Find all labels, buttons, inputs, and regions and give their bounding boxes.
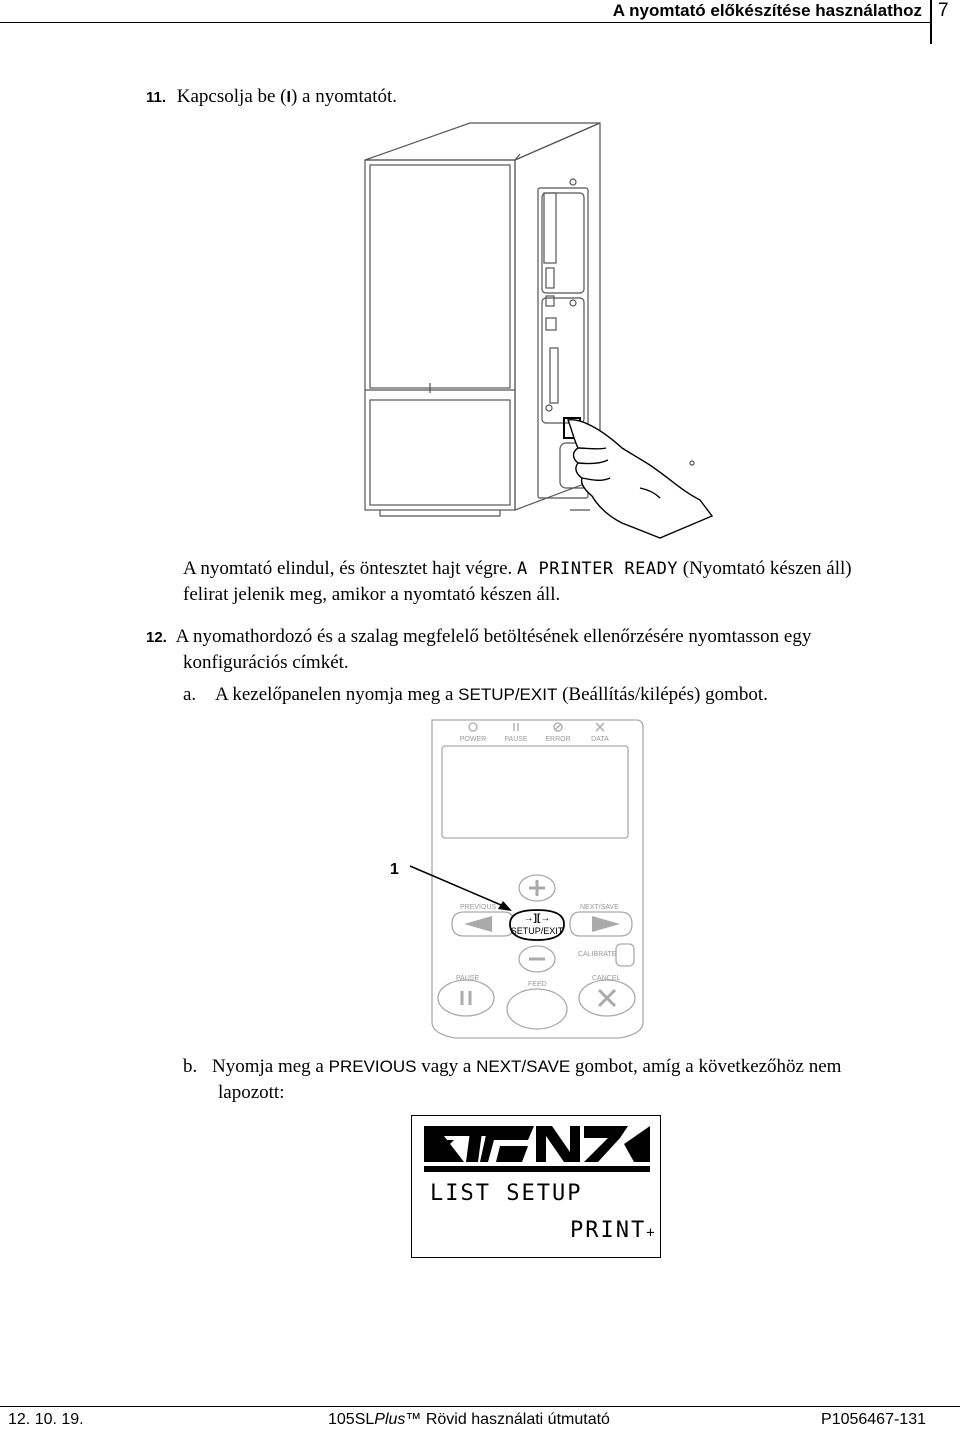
footer-part-number: P1056467-131 [821, 1411, 926, 1428]
substep-text2: vagy a [421, 1056, 472, 1077]
led-label-pause: PAUSE [504, 736, 528, 743]
printer-ready-line2: felirat jelenik meg, amikor a nyomtató készen áll. [183, 584, 561, 605]
lcd-line2 [570, 1218, 657, 1243]
lcd-line1: LIST SETUP [430, 1181, 583, 1206]
footer-title-pre: 105SL [328, 1411, 375, 1428]
svg-text:→][→: →][→ [523, 913, 551, 924]
calibrate-label: CALIBRATE [578, 951, 617, 958]
printer-power-switch-illustration [360, 118, 720, 548]
substep-text: Nyomja meg a [212, 1056, 324, 1077]
page-number: 7 [938, 0, 949, 21]
footer-title [328, 1410, 610, 1430]
step-number: 12. [146, 629, 167, 646]
substep-label: a. [183, 684, 197, 705]
substep-text: A kezelőpanelen nyomja meg a [214, 684, 454, 705]
led-label-power: POWER [459, 736, 487, 743]
substep-b-line2: lapozott: [218, 1082, 285, 1103]
setup-exit-ref: SETUP/EXIT [458, 685, 558, 704]
lcd-plus-icon: + [646, 1225, 657, 1241]
setup-exit-label: SETUP/EXIT [510, 926, 564, 936]
callout-number: 1 [390, 861, 399, 878]
substep-b [183, 1054, 841, 1080]
step-text: A nyomathordozó és a szalag megfelelő betöltésének ellenőrzésére nyomtasson egy [175, 626, 812, 647]
footer-title-italic: Plus [374, 1411, 406, 1428]
next-save-label: NEXT/SAVE [580, 904, 619, 911]
pause-label: PAUSE [456, 975, 480, 982]
printer-ready-status: A PRINTER READY [517, 559, 679, 579]
substep-a [183, 682, 768, 708]
step-text: Kapcsolja be ( [176, 86, 287, 107]
printer-ready-line1 [183, 556, 852, 582]
header-divider [930, 0, 932, 44]
led-label-data: DATA [591, 736, 609, 743]
substep-label: b. [183, 1056, 198, 1077]
substep-text3: gombot, amíg a következőhöz nem [575, 1056, 842, 1077]
footer-title-post: ™ Rövid használati útmutató [405, 1411, 610, 1428]
cancel-label: CANCEL [592, 975, 621, 982]
step-12-line1 [146, 624, 811, 651]
feed-label: FEED [528, 981, 547, 988]
next-save-ref: NEXT/SAVE [476, 1057, 571, 1076]
lcd-display [411, 1115, 661, 1258]
footer-date: 12. 10. 19. [8, 1411, 84, 1428]
header-rule [0, 22, 932, 23]
lcd-print-text: PRINT [570, 1218, 647, 1243]
previous-ref: PREVIOUS [328, 1057, 417, 1076]
running-header-title: A nyomtató előkészítése használathoz [612, 1, 922, 20]
printer-ready-text: A nyomtató elindul, és öntesztet hajt végre. [183, 558, 513, 579]
zebra-logo [424, 1126, 650, 1172]
substep-text-end: (Beállítás/kilépés) gombot. [562, 684, 768, 705]
step-text-end: ) a nyomtatót. [290, 86, 398, 107]
step-11 [146, 84, 397, 111]
step-number: 11. [146, 89, 167, 106]
step-12-line2: konfigurációs címkét. [183, 652, 349, 673]
power-on-symbol: I [286, 89, 291, 106]
control-panel-illustration [380, 712, 650, 1052]
footer-rule [0, 1406, 960, 1407]
printer-ready-translation: (Nyomtató készen áll) [682, 558, 852, 579]
previous-label: PREVIOUS [460, 904, 497, 911]
led-label-error: ERROR [545, 736, 571, 743]
